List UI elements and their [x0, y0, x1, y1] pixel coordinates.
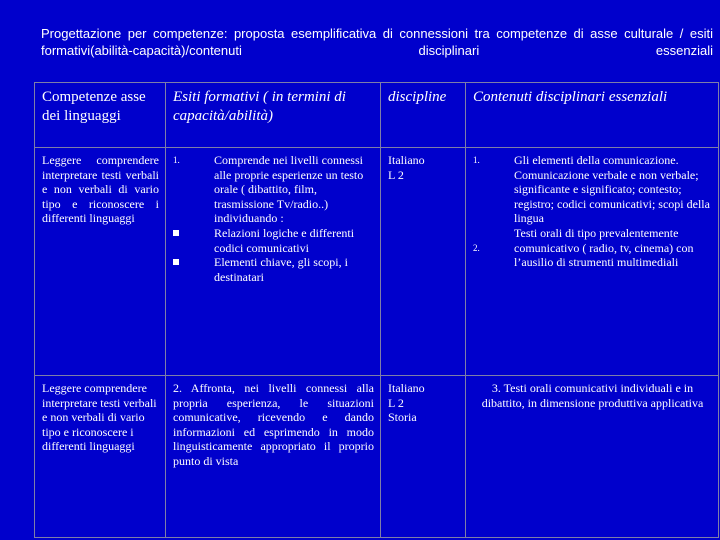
discipline-item: Italiano: [388, 381, 425, 395]
bullet-icon: [173, 226, 214, 255]
header-esiti: Esiti formativi ( in termini di capacità/abilità): [166, 83, 381, 148]
competenze-cell: Leggere comprendere interpretare testi verbali e non verbali di vario tipo e riconoscere i differenti linguaggi: [35, 376, 166, 538]
item-number: 1.: [473, 155, 480, 165]
item-text: Relazioni logiche e differenti codici comunicativi: [214, 225, 355, 255]
list-item: [173, 226, 374, 255]
slide-title: Progettazione per competenze: proposta esemplificativa di connessioni tra competenze di asse culturale / esiti formativi(abilità-capacità)/contenuti disciplinari essenziali: [41, 26, 713, 58]
table-row: [35, 376, 719, 538]
discipline-item: Storia: [388, 410, 417, 425]
item-text: Comprende nei livelli connessi alle proprie esperienze un testo orale ( dibattito, film, trasmissione Tv/radio..) individuando :: [214, 153, 364, 226]
discipline-cell: [381, 148, 466, 376]
list-item: [173, 153, 374, 226]
list-item: [473, 153, 712, 226]
discipline-item: Italiano: [388, 153, 425, 167]
discipline-item: L 2: [388, 167, 404, 182]
esiti-cell: [166, 148, 381, 376]
header-row: [35, 83, 719, 148]
item-number: 2.: [473, 242, 480, 253]
discipline-cell: [381, 376, 466, 538]
contenuti-cell: 3. Testi orali comunicativi individuali e in dibattito, in dimensione produttiva applicativa: [466, 376, 719, 538]
header-discipline: discipline: [381, 83, 466, 148]
contenuti-cell: [466, 148, 719, 376]
list-item: [473, 226, 712, 270]
competence-table: [34, 82, 719, 538]
esiti-cell: 2. Affronta, nei livelli connessi alla propria esperienza, le situazioni comunicative, ricevendo e dando informazioni ed esprimendo in modo linguisticamente appropriato il proprio punto di vista: [166, 376, 381, 538]
item-number: 1.: [173, 155, 180, 165]
item-text: Elementi chiave, gli scopi, i destinatari: [214, 255, 348, 284]
item-text: Gli elementi della comunicazione. Comunicazione verbale e non verbale; significante e significato; contesto; registro; codici comunicativi; scopi della lingua: [514, 153, 710, 226]
bullet-icon: [173, 255, 214, 284]
discipline-item: L 2: [388, 395, 404, 410]
item-text: Testi orali di tipo prevalentemente comunicativo ( radio, tv, cinema) con l’ausilio di strumenti multimediali: [514, 225, 694, 270]
table-row: [35, 148, 719, 376]
header-contenuti: Contenuti disciplinari essenziali: [466, 83, 719, 148]
header-competenze: Competenze asse dei linguaggi: [35, 83, 166, 148]
list-item: [173, 255, 374, 284]
competenze-cell: Leggere comprendere interpretare testi verbali e non verbali di vario tipo e riconoscere i differenti linguaggi: [35, 148, 166, 376]
